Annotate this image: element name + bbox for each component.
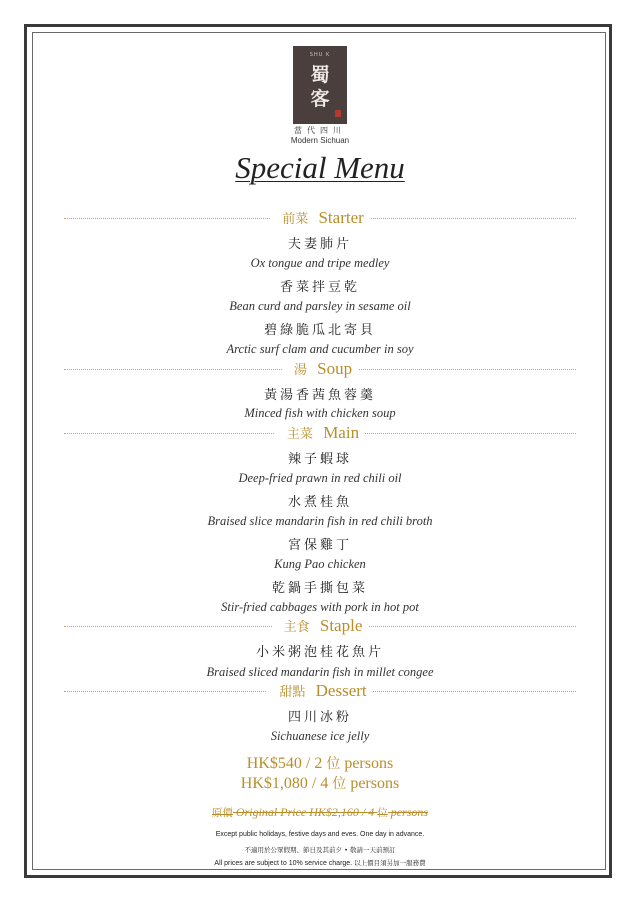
price-unit-cn: 位 (326, 756, 341, 772)
price-unit-en: persons (344, 755, 394, 772)
price-unit-cn: 位 (332, 776, 347, 792)
section-label-en: Staple (319, 616, 363, 635)
section-starter (64, 207, 576, 229)
dish-name-en: Bean curd and parsley in sesame oil (229, 299, 411, 313)
note-service-cn: 以上價目須另加一服務費 (354, 859, 426, 867)
original-price-unit: persons (390, 805, 429, 819)
section-dessert (64, 680, 576, 702)
dish-name-cn: 辣子蝦球 (287, 452, 352, 467)
section-main (64, 422, 576, 444)
price-2-persons (0, 753, 640, 773)
dish-name-en: Stir-fried cabbages with pork in hot pot (221, 600, 419, 614)
note-terms-en: Except public holidays, festive days and eves. One day in advance. (215, 831, 425, 838)
price-4-persons (0, 773, 640, 793)
dish-name-cn: 夫妻肺片 (287, 237, 352, 252)
dish-name-cn: 香菜拌豆乾 (279, 280, 360, 295)
dish-name-cn: 水煮桂魚 (287, 495, 352, 510)
section-label-cn: 甜點 (273, 682, 311, 704)
section-label-en: Main (323, 423, 360, 442)
original-price (0, 805, 640, 820)
logo-small-text: SHU K (309, 52, 331, 58)
logo-char-1: 蜀 (310, 64, 330, 86)
section-label-en: Dessert (315, 681, 367, 700)
dish-name-en: Minced fish with chicken soup (244, 406, 396, 420)
section-label-cn: 主菜 (281, 424, 319, 446)
page-title: Special Menu (235, 150, 405, 185)
dish-name-cn: 宮保雞丁 (287, 538, 352, 553)
dish-name-en: Deep-fried prawn in red chili oil (238, 471, 402, 485)
brand-tagline-cn: 當代四川 (294, 126, 346, 135)
dish-name-en: Kung Pao chicken (274, 557, 366, 571)
dish-name-en: Ox tongue and tripe medley (250, 256, 390, 270)
dish-name-cn: 黃湯香茜魚蓉羹 (263, 388, 376, 403)
price-unit-en: persons (350, 775, 400, 792)
logo-char-2: 客 (310, 88, 330, 110)
original-price-cn-unit: 位 (377, 807, 388, 819)
price-amount: HK$540 / 2 (246, 755, 323, 772)
logo-seal (335, 110, 341, 117)
dish-name-en: Arctic surf clam and cucumber in soy (226, 342, 414, 356)
note-service-en: All prices are subject to 10% service charge. (214, 860, 353, 867)
brand-tagline-en: Modern Sichuan (290, 136, 350, 145)
section-label-cn: 湯 (288, 360, 313, 382)
dish-name-cn: 四川冰粉 (287, 710, 352, 725)
section-label-en: Starter (318, 208, 364, 227)
dish-name-en: Sichuanese ice jelly (270, 729, 370, 743)
dish-name-cn: 碧綠脆瓜北寄貝 (263, 323, 376, 338)
original-price-cn: 原價 (211, 807, 233, 819)
dish-name-en: Braised slice mandarin fish in red chili broth (207, 514, 433, 528)
section-label-en: Soup (317, 359, 353, 378)
note-service-charge (0, 858, 640, 867)
dish-name-en: Braised sliced mandarin fish in millet congee (206, 665, 434, 679)
section-label-cn: 主食 (278, 617, 316, 639)
dish-name-cn: 乾鍋手撕包菜 (271, 581, 368, 596)
note-terms-cn: 不適用於公眾假期、節日及其前夕 • 敬請一天前預訂 (244, 846, 396, 854)
price-amount: HK$1,080 / 4 (240, 775, 329, 792)
original-price-en: Original Price HK$2,160 / 4 (235, 805, 375, 819)
section-staple (64, 615, 576, 637)
section-soup (64, 358, 576, 380)
section-label-cn: 前菜 (276, 209, 314, 231)
restaurant-logo (293, 46, 347, 124)
dish-name-cn: 小米粥泡桂花魚片 (255, 645, 384, 660)
